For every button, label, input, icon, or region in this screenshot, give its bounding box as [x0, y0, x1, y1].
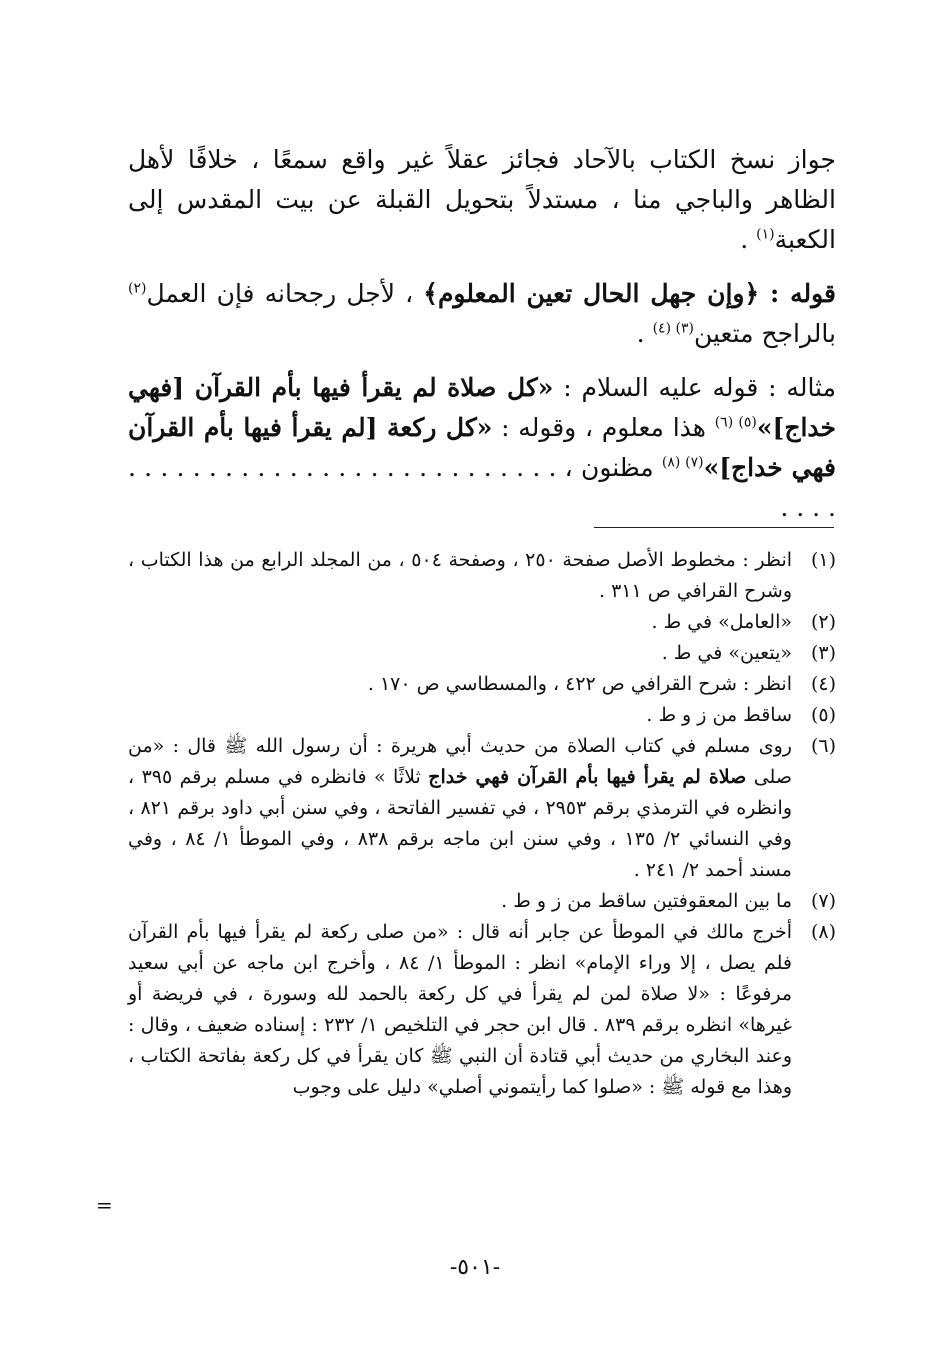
- page-number: -٥٠١-: [449, 1255, 501, 1280]
- footnote-4: (٤) انظر : شرح القرافي ص ٤٢٢ ، والمسطاسي ص ١٧٠ .: [367, 673, 836, 695]
- footnote-3: (٣) «يتعين» في ط .: [661, 642, 836, 664]
- continuation-mark: =: [96, 1193, 113, 1217]
- footnotes: [128, 545, 836, 1103]
- main-text: [128, 140, 836, 528]
- footnote-1: (١) انظر : مخطوط الأصل صفحة ٢٥٠ ، وصفحة ٥٠٤ ، من المجلد الرابع من هذا الكتاب ، وشرح القرافي ص ٣١١ .: [128, 549, 836, 602]
- paragraph-1: جواز نسخ الكتاب بالآحاد فجائز عقلاً غير واقع سمعًا ، خلافًا لأهل الظاهر والباجي منا ، مستدلاً بتحويل القبلة عن بيت المقدس إلى الكعبة$^{(١)}$ .: [128, 145, 836, 254]
- footnote-7: (٧) ما بين المعقوفتين ساقط من ز و ط .: [501, 890, 836, 912]
- footnote-2: (٢) «العامل» في ط .: [651, 611, 836, 633]
- footnote-5: (٥) ساقط من ز و ط .: [646, 704, 836, 726]
- paragraph-3: مثاله : قوله عليه السلام : «كل صلاة لم يقرأ فيها بأم القرآن [فهي خداج]»$^{(٥) (٦)}$ هذا معلوم ، وقوله : «كل ركعة [لم يقرأ فيها بأم القرآن فهي خداج]»$^{(٧) (٨)}$ مظنون ، . . . . . . . . . . . . . . . . . . . . . . . . . . . . . . .: [128, 373, 837, 522]
- footnote-8: (٨) أخرج مالك في الموطأ عن جابر أنه قال : «من صلى ركعة لم يقرأ فيها بأم القرآن فلم يصل ، إلا وراء الإمام» انظر : الموطأ ١/ ٨٤ ، وأخرج ابن ماجه عن أبي سعيد مرفوعًا : «لا صلاة لمن لم يقرأ في كل ركعة بالحمد لله وسورة ، في فريضة أو غيرها» انظره برقم ٨٣٩ . قال ابن حجر في التلخيص ١/ ٢٣٢ : إسناده ضعيف ، وقال : وعند البخاري من حديث أبي قتادة أن النبي ﷺ كان يقرأ في كل ركعة بفاتحة الكتاب ، وهذا مع قوله ﷺ : «صلوا كما رأيتموني أصلي» دليل على وجوب: [128, 921, 836, 1098]
- paragraph-2: قوله : ﴿وإن جهل الحال تعين المعلوم﴾ ، لأجل رجحانه فإن العمل$^{(٢)}$ بالراجح متعين$^{(٣) (٤)}$ .: [128, 279, 836, 348]
- footnote-separator: [594, 527, 834, 528]
- footnote-6: (٦) روى مسلم في كتاب الصلاة من حديث أبي هريرة : أن رسول الله ﷺ قال : «من صلى صلاة لم يقرأ فيها بأم القرآن فهي خداج ثلاثًا » فانظره في مسلم برقم ٣٩٥ ، وانظره في الترمذي برقم ٢٩٥٣ ، في تفسير الفاتحة ، وفي سنن أبي داود برقم ٨٢١ ، وفي النسائي ٢/ ١٣٥ ، وفي سنن ابن ماجه برقم ٨٣٨ ، وفي الموطأ ١/ ٨٤ ، وفي مسند أحمد ٢/ ٢٤١ .: [128, 735, 836, 881]
